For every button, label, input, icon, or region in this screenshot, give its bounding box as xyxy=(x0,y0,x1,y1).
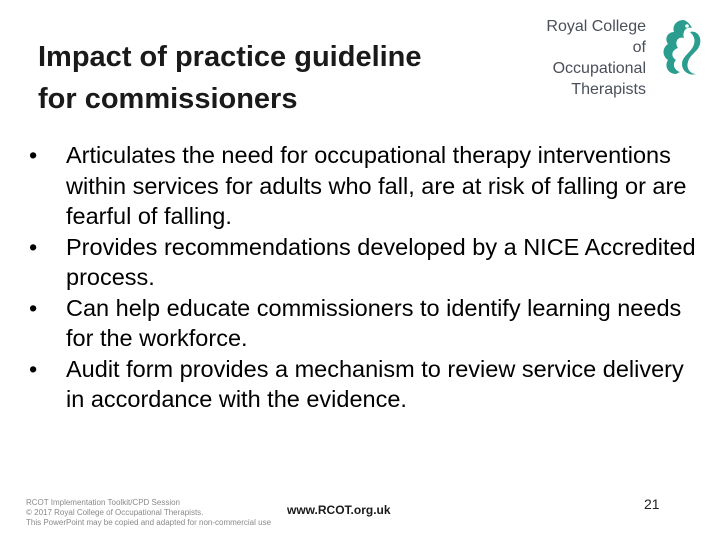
bullet-item xyxy=(26,293,706,354)
bullet-item xyxy=(26,354,706,415)
bullet-text: Provides recommendations developed by a NICE Accredited process. xyxy=(66,233,696,290)
bullet-dot: • xyxy=(29,355,38,382)
logo-text: Royal College of Occupational Therapists xyxy=(546,18,646,98)
page-number: 21 xyxy=(644,496,660,512)
bullet-text: Can help educate commissioners to identify learning needs for the workforce. xyxy=(66,294,682,351)
footer-url-link[interactable]: www.RCOT.org.uk xyxy=(287,503,391,517)
slide-title: Impact of practice guideline for commissioners xyxy=(38,41,422,115)
seahorse-crest-icon xyxy=(654,14,708,78)
footer-copyright: RCOT Implementation Toolkit/CPD Session © 2017 Royal College of Occupational Therapists. This PowerPoint may be copied and adapted for non-commercial use xyxy=(26,498,272,527)
bullet-text: Audit form provides a mechanism to review service delivery in accordance with the evidence. xyxy=(66,355,684,412)
bullet-dot: • xyxy=(29,294,38,321)
bullet-dot: • xyxy=(29,142,38,168)
bullet-item xyxy=(26,140,706,232)
bullet-text: Articulates the need for occupational therapy interventions within services for adults who fall, are at risk of falling or are fearful of falling. xyxy=(66,142,687,229)
rcot-logo xyxy=(536,12,708,98)
bullet-list xyxy=(26,140,706,415)
bullet-dot: • xyxy=(29,233,38,260)
bullet-item xyxy=(26,232,706,293)
